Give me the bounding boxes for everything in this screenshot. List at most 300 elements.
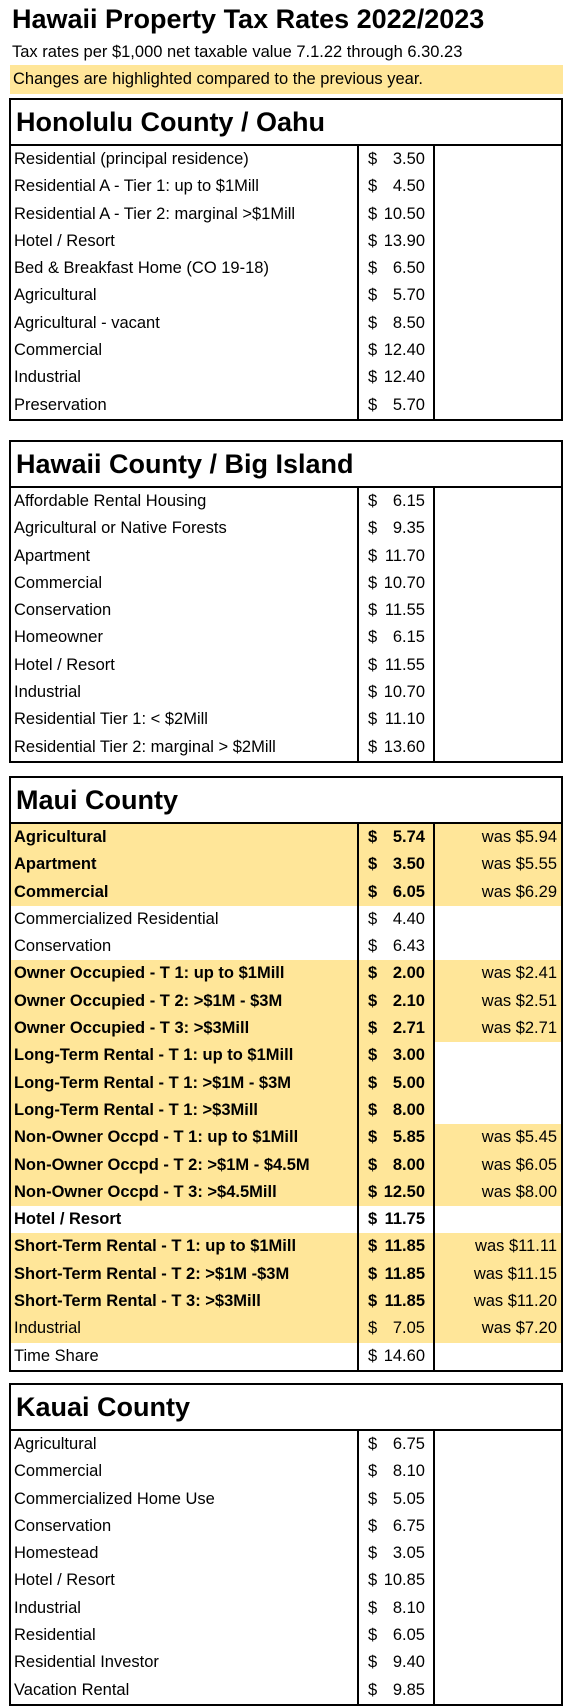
rate-value [359,392,435,419]
currency-symbol: $ [368,1237,378,1256]
previous-rate [435,706,561,733]
currency-symbol: $ [368,937,378,956]
rate-amount: 6.75 [392,1435,425,1453]
previous-rate [435,1206,561,1233]
rate-amount: 5.70 [392,286,425,305]
currency-symbol: $ [368,1073,378,1092]
rate-value [359,1431,435,1458]
rate-category: Homeowner [11,624,359,651]
section-maui [9,776,563,1372]
currency-symbol: $ [368,341,378,360]
previous-rate [435,337,561,364]
table-row [11,1124,561,1151]
rate-category: Agricultural [11,824,359,851]
rate-amount: 10.70 [383,573,425,592]
table-row [11,960,561,987]
currency-symbol: $ [368,1292,378,1311]
previous-rate: was $11.20 [473,1292,557,1311]
rate-category: Residential A - Tier 2: marginal >$1Mill [11,201,359,228]
rate-value [359,1015,435,1042]
rate-category: Time Share [11,1343,359,1370]
rate-category: Residential Investor [11,1649,359,1676]
rate-value [359,1261,435,1288]
currency-symbol: $ [368,177,378,196]
table-row [11,488,561,515]
previous-rate [435,652,561,679]
currency-symbol: $ [368,492,378,510]
rate-category: Hotel / Resort [11,1567,359,1594]
rate-amount: 11.85 [384,1264,425,1283]
table-row [11,570,561,597]
rate-amount: 3.00 [392,1046,425,1065]
previous-rate [435,364,561,391]
rate-amount: 8.50 [392,313,425,332]
rate-amount: 6.50 [392,259,425,278]
currency-symbol: $ [368,368,378,387]
rate-value [359,624,435,651]
rate-category: Owner Occupied - T 2: >$1M - $3M [11,988,359,1015]
rate-amount: 11.55 [384,601,425,620]
rate-category: Conservation [11,933,359,960]
previous-rate [435,1458,561,1485]
rate-amount: 4.50 [392,177,425,196]
table-row [11,392,561,419]
currency-symbol: $ [368,519,378,538]
rate-value [359,515,435,542]
table-row [11,652,561,679]
table-row [11,851,561,878]
currency-symbol: $ [368,313,378,332]
previous-rate [435,933,561,960]
rate-amount: 6.15 [392,628,425,647]
subtitle: Tax rates per $1,000 net taxable value 7.1.22 through 6.30.23 [12,43,463,61]
rate-amount: 10.85 [383,1571,425,1590]
rate-value [359,337,435,364]
rate-category: Residential (principal residence) [11,146,359,173]
rate-value [359,1042,435,1069]
rate-category: Commercial [11,1458,359,1485]
previous-rate [435,570,561,597]
currency-symbol: $ [368,1571,378,1590]
rate-amount: 9.35 [392,519,425,538]
rate-category: Owner Occupied - T 1: up to $1Mill [11,960,359,987]
table-row [11,1677,561,1704]
table-row [11,1179,561,1206]
previous-rate: was $5.45 [481,1128,557,1147]
rate-value [359,1677,435,1704]
table-row [11,1622,561,1649]
currency-symbol: $ [368,1626,378,1645]
currency-symbol: $ [368,1100,378,1119]
rate-value [359,597,435,624]
table-row [11,933,561,960]
previous-rate: was $6.29 [481,882,557,901]
rate-category: Vacation Rental [11,1677,359,1704]
rate-category: Commercialized Residential [11,906,359,933]
rate-amount: 9.85 [392,1680,425,1699]
previous-rate: was $5.94 [481,828,557,846]
previous-rate [435,228,561,255]
rate-category: Residential A - Tier 1: up to $1Mill [11,173,359,200]
previous-rate [435,1540,561,1567]
table-row [11,310,561,337]
previous-rate [435,173,561,200]
rate-category: Agricultural or Native Forests [11,515,359,542]
rate-amount: 8.00 [392,1100,425,1119]
table-row [11,734,561,761]
rate-value [359,906,435,933]
table-row [11,906,561,933]
currency-symbol: $ [368,1516,378,1535]
rate-value [359,255,435,282]
rate-amount: 3.50 [392,150,425,168]
rate-value [359,734,435,761]
previous-rate [435,1070,561,1097]
rate-value [359,1097,435,1124]
rate-category: Industrial [11,679,359,706]
rate-category: Non-Owner Occpd - T 1: up to $1Mill [11,1124,359,1151]
table-row [11,1486,561,1513]
rate-category: Conservation [11,1513,359,1540]
previous-rate [435,310,561,337]
rate-value [359,1513,435,1540]
rate-value [359,310,435,337]
rate-category: Hotel / Resort [11,228,359,255]
currency-symbol: $ [368,1680,378,1699]
previous-rate: was $2.71 [481,1019,557,1038]
currency-symbol: $ [368,601,378,620]
previous-rate [435,624,561,651]
currency-symbol: $ [368,204,378,223]
rate-category: Industrial [11,1595,359,1622]
rate-value [359,1595,435,1622]
currency-symbol: $ [368,1319,378,1338]
rate-category: Homestead [11,1540,359,1567]
rate-amount: 12.50 [383,1182,425,1201]
table-row [11,1015,561,1042]
rate-amount: 5.05 [392,1489,425,1508]
currency-symbol: $ [368,1653,378,1672]
rate-value [359,173,435,200]
rate-amount: 6.05 [392,1626,425,1645]
rate-amount: 14.60 [383,1346,425,1365]
rate-table [11,1431,561,1704]
rate-amount: 10.70 [383,683,425,702]
section-title: Kauai County [11,1385,561,1431]
rate-category: Non-Owner Occpd - T 3: >$4.5Mill [11,1179,359,1206]
table-row [11,1206,561,1233]
rate-amount: 6.05 [392,882,425,901]
rate-value [359,1124,435,1151]
rate-value [359,1152,435,1179]
previous-rate: was $2.51 [481,991,557,1010]
currency-symbol: $ [368,1264,378,1283]
rate-amount: 11.70 [384,546,425,565]
currency-symbol: $ [368,546,378,565]
previous-rate [435,679,561,706]
rate-value [359,228,435,255]
previous-rate [435,1486,561,1513]
table-row [11,282,561,309]
table-row [11,1097,561,1124]
currency-symbol: $ [368,683,378,702]
rate-category: Conservation [11,597,359,624]
rate-value [359,1315,435,1342]
currency-symbol: $ [368,395,378,414]
currency-symbol: $ [368,1435,378,1453]
rate-category: Hotel / Resort [11,1206,359,1233]
currency-symbol: $ [368,1489,378,1508]
rate-amount: 3.50 [392,855,425,874]
rate-category: Agricultural [11,1431,359,1458]
rate-category: Commercial [11,879,359,906]
previous-rate: was $2.41 [481,964,557,983]
rate-value [359,652,435,679]
rate-value [359,679,435,706]
currency-symbol: $ [368,259,378,278]
rate-category: Affordable Rental Housing [11,488,359,515]
rate-table [11,146,561,419]
rate-category: Long-Term Rental - T 1: >$1M - $3M [11,1070,359,1097]
table-row [11,1513,561,1540]
rate-value [359,1486,435,1513]
rate-value [359,1458,435,1485]
rate-category: Agricultural - vacant [11,310,359,337]
rate-amount: 2.71 [392,1019,425,1038]
rate-category: Owner Occupied - T 3: >$3Mill [11,1015,359,1042]
currency-symbol: $ [368,1155,378,1174]
rate-value [359,988,435,1015]
rate-amount: 4.40 [392,909,425,928]
currency-symbol: $ [368,655,378,674]
currency-symbol: $ [368,1182,378,1201]
table-row [11,543,561,570]
rate-amount: 11.10 [384,710,425,729]
rate-amount: 13.60 [383,737,425,756]
table-row [11,1261,561,1288]
section-honolulu [9,98,563,421]
rate-amount: 11.55 [384,655,425,674]
rate-amount: 10.50 [383,204,425,223]
rate-amount: 12.40 [383,341,425,360]
rate-value [359,1179,435,1206]
rate-value [359,960,435,987]
rate-amount: 2.10 [392,991,425,1010]
previous-rate [435,1431,561,1458]
rate-category: Apartment [11,543,359,570]
section-hawaii [9,440,563,763]
rate-category: Bed & Breakfast Home (CO 19-18) [11,255,359,282]
table-row [11,597,561,624]
rate-value [359,824,435,851]
rate-value [359,879,435,906]
rate-amount: 8.10 [392,1462,425,1481]
currency-symbol: $ [368,1462,378,1481]
rate-amount: 6.43 [392,937,425,956]
rate-category: Residential [11,1622,359,1649]
currency-symbol: $ [368,1346,378,1365]
rate-amount: 5.85 [392,1128,425,1147]
rate-value [359,282,435,309]
section-title: Hawaii County / Big Island [11,442,561,488]
currency-symbol: $ [368,991,378,1010]
table-row [11,1152,561,1179]
table-row [11,1458,561,1485]
rate-amount: 12.40 [383,368,425,387]
previous-rate [435,597,561,624]
rate-value [359,1567,435,1594]
table-row [11,624,561,651]
previous-rate: was $11.15 [473,1264,557,1283]
rate-category: Industrial [11,364,359,391]
rate-value [359,933,435,960]
rate-category: Long-Term Rental - T 1: >$3Mill [11,1097,359,1124]
rate-amount: 5.74 [392,828,425,846]
previous-rate: was $5.55 [481,855,557,874]
table-row [11,706,561,733]
rate-value [359,1343,435,1370]
rate-value [359,201,435,228]
currency-symbol: $ [368,1598,378,1617]
previous-rate: was $6.05 [481,1155,557,1174]
table-row [11,515,561,542]
previous-rate [435,392,561,419]
table-row [11,1567,561,1594]
table-row [11,1070,561,1097]
rate-category: Short-Term Rental - T 3: >$3Mill [11,1288,359,1315]
previous-rate: was $11.11 [475,1237,557,1256]
previous-rate [435,488,561,515]
previous-rate [435,1513,561,1540]
table-row [11,1649,561,1676]
table-row [11,173,561,200]
table-row [11,1288,561,1315]
table-row [11,1315,561,1342]
rate-amount: 11.75 [384,1210,425,1229]
previous-rate [435,1042,561,1069]
previous-rate [435,1567,561,1594]
previous-rate [435,543,561,570]
rate-value [359,1070,435,1097]
currency-symbol: $ [368,882,378,901]
currency-symbol: $ [368,231,378,250]
previous-rate [435,146,561,173]
rate-category: Agricultural [11,282,359,309]
rate-category: Residential Tier 1: < $2Mill [11,706,359,733]
rate-value [359,851,435,878]
previous-rate [435,1595,561,1622]
rate-amount: 5.00 [392,1073,425,1092]
currency-symbol: $ [368,573,378,592]
rate-category: Residential Tier 2: marginal > $2Mill [11,734,359,761]
rate-category: Hotel / Resort [11,652,359,679]
currency-symbol: $ [368,710,378,729]
rate-category: Short-Term Rental - T 2: >$1M -$3M [11,1261,359,1288]
currency-symbol: $ [368,1046,378,1065]
currency-symbol: $ [368,1544,378,1563]
previous-rate [435,201,561,228]
currency-symbol: $ [368,1128,378,1147]
page-title: Hawaii Property Tax Rates 2022/2023 [12,4,485,34]
currency-symbol: $ [368,150,378,168]
rate-value [359,364,435,391]
rate-category: Non-Owner Occpd - T 2: >$1M - $4.5M [11,1152,359,1179]
rate-category: Commercialized Home Use [11,1486,359,1513]
rate-value [359,1622,435,1649]
rate-amount: 8.10 [392,1598,425,1617]
rate-value [359,1649,435,1676]
rate-category: Apartment [11,851,359,878]
previous-rate [435,282,561,309]
currency-symbol: $ [368,964,378,983]
rate-category: Short-Term Rental - T 1: up to $1Mill [11,1233,359,1260]
rate-value [359,1288,435,1315]
rate-amount: 6.15 [392,492,425,510]
rate-value [359,543,435,570]
section-kauai [9,1383,563,1706]
currency-symbol: $ [368,286,378,305]
table-row [11,255,561,282]
rate-amount: 13.90 [383,231,425,250]
previous-rate [435,1097,561,1124]
previous-rate [435,906,561,933]
previous-rate: was $8.00 [481,1182,557,1201]
table-row [11,1595,561,1622]
rate-value [359,146,435,173]
previous-rate [435,1649,561,1676]
rate-amount: 6.75 [392,1516,425,1535]
rate-value [359,1540,435,1567]
section-title: Maui County [11,778,561,824]
rate-amount: 2.00 [392,964,425,983]
currency-symbol: $ [368,828,378,846]
previous-rate [435,1677,561,1704]
rate-amount: 11.85 [384,1292,425,1311]
table-row [11,1343,561,1370]
table-row [11,679,561,706]
rate-amount: 5.70 [392,395,425,414]
previous-rate [435,1343,561,1370]
table-row [11,1042,561,1069]
rate-amount: 7.05 [392,1319,425,1338]
previous-rate [435,255,561,282]
rate-amount: 11.85 [384,1237,425,1256]
currency-symbol: $ [368,1019,378,1038]
previous-rate [435,1622,561,1649]
table-row [11,146,561,173]
table-row [11,201,561,228]
table-row [11,988,561,1015]
rate-table [11,824,561,1370]
currency-symbol: $ [368,628,378,647]
table-row [11,879,561,906]
table-row [11,228,561,255]
table-row [11,824,561,851]
previous-rate: was $7.20 [481,1319,557,1338]
rate-amount: 9.40 [392,1653,425,1672]
rate-amount: 3.05 [392,1544,425,1563]
highlight-note: Changes are highlighted compared to the previous year. [10,65,563,94]
rate-category: Industrial [11,1315,359,1342]
previous-rate [435,515,561,542]
currency-symbol: $ [368,1210,378,1229]
rate-value [359,1233,435,1260]
currency-symbol: $ [368,855,378,874]
currency-symbol: $ [368,909,378,928]
table-row [11,337,561,364]
table-row [11,1540,561,1567]
currency-symbol: $ [368,737,378,756]
